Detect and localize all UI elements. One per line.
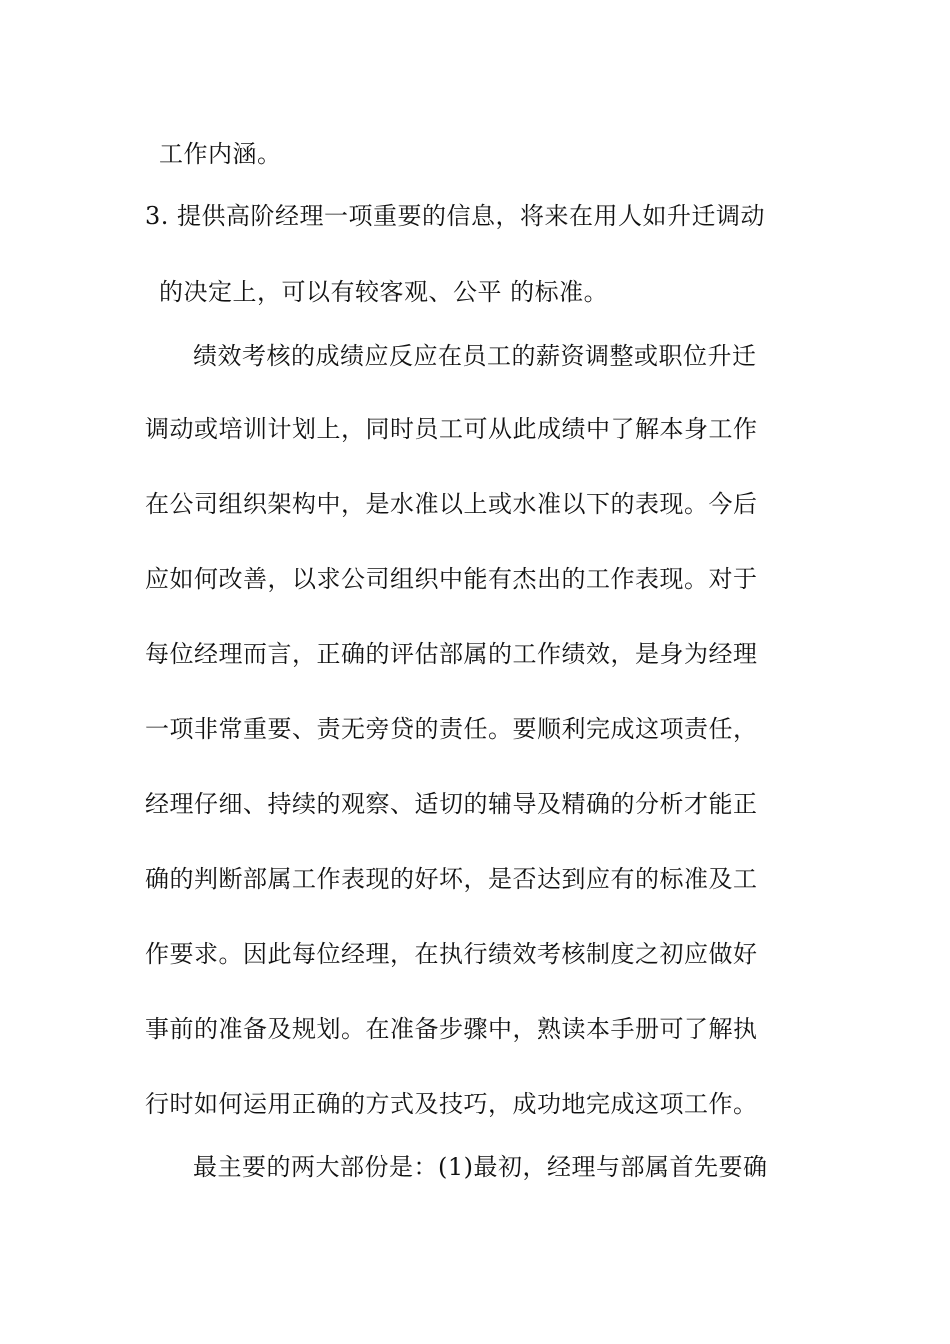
paragraph-1-line-9: 作要求。因此每位经理，在执行绩效考核制度之初应做好 <box>145 940 758 968</box>
text-line-3: 的决定上，可以有较客观、公平 的标准。 <box>159 278 609 306</box>
paragraph-1-line-5: 每位经理而言，正确的评估部属的工作绩效，是身为经理 <box>145 640 758 668</box>
paragraph-1-line-2: 调动或培训计划上，同时员工可从此成绩中了解本身工作 <box>145 415 758 443</box>
paragraph-2-line-1: 最主要的两大部份是：(1)最初，经理与部属首先要确 <box>193 1153 768 1181</box>
paragraph-1-line-4: 应如何改善，以求公司组织中能有杰出的工作表现。对于 <box>145 565 758 593</box>
paragraph-1-line-7: 经理仔细、持续的观察、适切的辅导及精确的分析才能正 <box>145 790 758 818</box>
paragraph-1-line-1: 绩效考核的成绩应反应在员工的薪资调整或职位升迁 <box>193 342 757 370</box>
paragraph-1-line-10: 事前的准备及规划。在准备步骤中，熟读本手册可了解执 <box>145 1015 758 1043</box>
paragraph-1-line-8: 确的判断部属工作表现的好坏，是否达到应有的标准及工 <box>145 865 758 893</box>
text-line-1: 工作内涵。 <box>159 140 282 168</box>
paragraph-1-line-3: 在公司组织架构中，是水准以上或水准以下的表现。今后 <box>145 490 758 518</box>
paragraph-1-line-6: 一项非常重要、责无旁贷的责任。要顺利完成这项责任， <box>145 715 758 743</box>
text-line-2: 3. 提供高阶经理一项重要的信息，将来在用人如升迁调动 <box>145 202 766 230</box>
paragraph-1-line-11: 行时如何运用正确的方式及技巧，成功地完成这项工作。 <box>145 1090 758 1118</box>
